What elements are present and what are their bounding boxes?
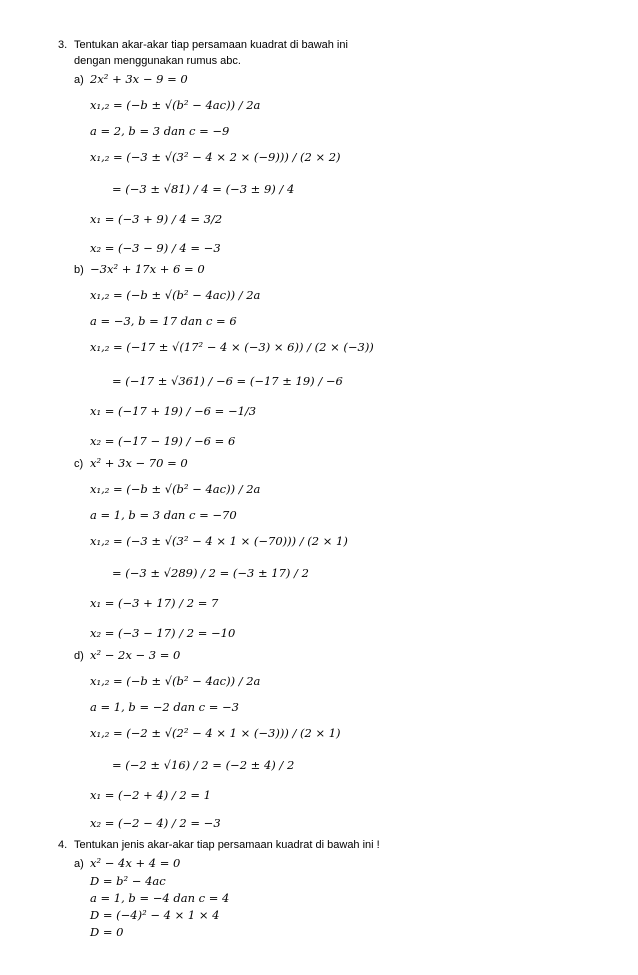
- problem-3-d-line-4: x₁,₂ = (−2 ± √(2² − 4 × 1 × (−3))) / (2 × 1): [90, 726, 341, 740]
- problem-3-c-line-5: = (−3 ± √289) / 2 = (−3 ± 17) / 2: [112, 566, 309, 580]
- problem-3-a-label: a): [74, 74, 84, 86]
- problem-3-b-line-7: x₂ = (−17 − 19) / −6 = 6: [90, 434, 236, 448]
- problem-3-b-line-2: x₁,₂ = (−b ± √(b² − 4ac)) / 2a: [90, 288, 261, 302]
- problem-3-number: 3.: [58, 39, 68, 51]
- problem-4-a-label: a): [74, 858, 84, 870]
- problem-3-a-line-5: = (−3 ± √81) / 4 = (−3 ± 9) / 4: [112, 182, 295, 196]
- problem-4-a-line-1: x² − 4x + 4 = 0: [90, 856, 181, 870]
- problem-3-a-line-7: x₂ = (−3 − 9) / 4 = −3: [90, 241, 221, 255]
- problem-3-d-line-5: = (−2 ± √16) / 2 = (−2 ± 4) / 2: [112, 758, 295, 772]
- problem-3-a-line-4: x₁,₂ = (−3 ± √(3² − 4 × 2 × (−9))) / (2 × 2): [90, 150, 341, 164]
- problem-3-d-line-3: a = 1, b = −2 dan c = −3: [90, 700, 239, 714]
- problem-3-b-label: b): [74, 264, 84, 276]
- problem-3-c-line-2: x₁,₂ = (−b ± √(b² − 4ac)) / 2a: [90, 482, 261, 496]
- problem-3-d-line-6: x₁ = (−2 + 4) / 2 = 1: [90, 788, 211, 802]
- problem-3-b-line-4: x₁,₂ = (−17 ± √(17² − 4 × (−3) × 6)) / (2 × (−3)): [90, 340, 374, 354]
- problem-3-instruction-line2: dengan menggunakan rumus abc.: [74, 55, 241, 67]
- problem-3-b-line-5: = (−17 ± √361) / −6 = (−17 ± 19) / −6: [112, 374, 343, 388]
- problem-3-c-line-7: x₂ = (−3 − 17) / 2 = −10: [90, 626, 236, 640]
- problem-3-a-line-1: 2x² + 3x − 9 = 0: [90, 72, 188, 86]
- problem-3-b-line-1: −3x² + 17x + 6 = 0: [90, 262, 205, 276]
- problem-4-a-line-3: a = 1, b = −4 dan c = 4: [90, 891, 230, 905]
- problem-4-number: 4.: [58, 839, 68, 851]
- problem-3-d-line-7: x₂ = (−2 − 4) / 2 = −3: [90, 816, 221, 830]
- problem-3-a-line-6: x₁ = (−3 + 9) / 4 = 3/2: [90, 212, 223, 226]
- problem-3-d-label: d): [74, 650, 84, 662]
- problem-3-c-label: c): [74, 458, 84, 470]
- problem-3-c-line-3: a = 1, b = 3 dan c = −70: [90, 508, 237, 522]
- problem-3-d-line-1: x² − 2x − 3 = 0: [90, 648, 181, 662]
- problem-4-instruction: Tentukan jenis akar-akar tiap persamaan kuadrat di bawah ini !: [74, 839, 380, 851]
- problem-4-a-line-2: D = b² − 4ac: [90, 874, 166, 888]
- problem-4-a-line-4: D = (−4)² − 4 × 1 × 4: [90, 908, 220, 922]
- problem-3-c-line-1: x² + 3x − 70 = 0: [90, 456, 188, 470]
- problem-3-c-line-4: x₁,₂ = (−3 ± √(3² − 4 × 1 × (−70))) / (2 × 1): [90, 534, 348, 548]
- problem-3-a-line-2: x₁,₂ = (−b ± √(b² − 4ac)) / 2a: [90, 98, 261, 112]
- problem-3-d-line-2: x₁,₂ = (−b ± √(b² − 4ac)) / 2a: [90, 674, 261, 688]
- problem-4-a-line-5: D = 0: [90, 925, 124, 939]
- problem-3-c-line-6: x₁ = (−3 + 17) / 2 = 7: [90, 596, 219, 610]
- problem-3-b-line-6: x₁ = (−17 + 19) / −6 = −1/3: [90, 404, 257, 418]
- problem-3-instruction-line1: Tentukan akar-akar tiap persamaan kuadrat di bawah ini: [74, 39, 348, 51]
- problem-3-b-line-3: a = −3, b = 17 dan c = 6: [90, 314, 237, 328]
- problem-3-a-line-3: a = 2, b = 3 dan c = −9: [90, 124, 230, 138]
